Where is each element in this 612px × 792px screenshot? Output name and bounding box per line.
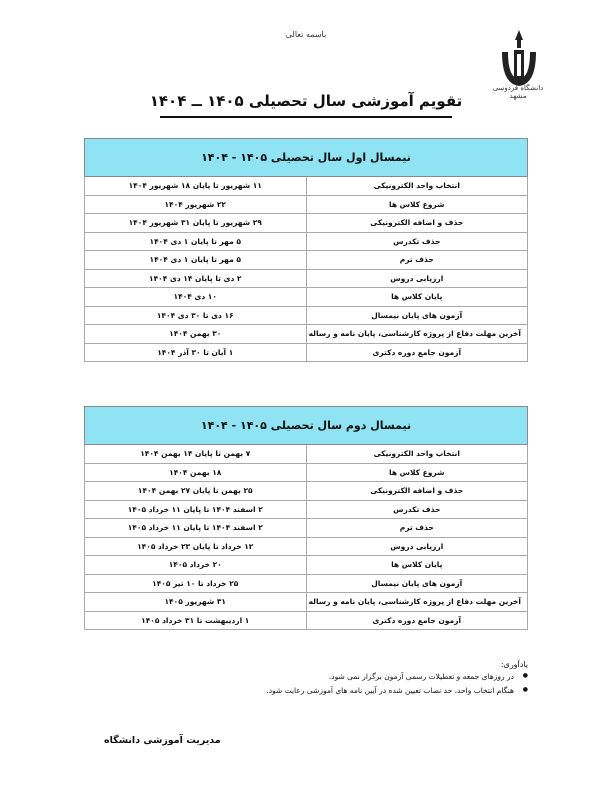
event-cell: آزمون های پایان نیمسال [306,574,528,593]
date-cell: ۲۲ شهریور ۱۴۰۴ [85,195,307,214]
event-cell: آزمون های پایان نیمسال [306,306,528,325]
date-cell: ۲۹ شهریور تا پایان ۳۱ شهریور ۱۴۰۴ [85,214,307,233]
event-cell: آزمون جامع دوره دکتری [306,343,528,362]
date-cell: ۳۱ شهریور ۱۴۰۵ [85,593,307,612]
event-cell: حذف ترم [306,251,528,270]
date-cell: ۱۱ شهریور تا پایان ۱۸ شهریور ۱۴۰۴ [85,177,307,196]
table-row [85,500,528,519]
event-cell: آزمون جامع دوره دکتری [306,611,528,630]
date-cell: ۳۰ بهمن ۱۴۰۴ [85,325,307,344]
date-cell: ۵ مهر تا پایان ۱ دی ۱۴۰۴ [85,251,307,270]
date-cell: ۱۶ دی تا ۳۰ دی ۱۴۰۴ [85,306,307,325]
event-cell: شروع کلاس ها [306,463,528,482]
notes-title: یادآوری: [500,660,528,669]
table-row [85,445,528,464]
table-row [85,288,528,307]
notes-list [94,672,528,700]
semester2-rows [85,445,528,630]
event-cell: پایان کلاس ها [306,288,528,307]
date-cell: ۲ اسفند ۱۴۰۴ تا پایان ۱۱ خرداد ۱۴۰۵ [85,500,307,519]
date-cell: ۲۰ خرداد ۱۴۰۵ [85,556,307,575]
event-cell: ارزیابی دروس [306,269,528,288]
semester2-table [84,406,528,630]
event-cell: پایان کلاس ها [306,556,528,575]
table-row [85,177,528,196]
title-underline [160,116,452,118]
logo-caption: دانشگاه فردوسی مشهد [492,84,544,100]
table-row [85,463,528,482]
event-cell: آخرین مهلت دفاع از پروژه کارشناسی، پایان نامه و رساله [306,593,528,612]
event-cell: ارزیابی دروس [306,537,528,556]
table-row [85,593,528,612]
table-row [85,537,528,556]
date-cell: ۷ بهمن تا پایان ۱۴ بهمن ۱۴۰۴ [85,445,307,464]
page-title: تقویم آموزشی سال تحصیلی ۱۴۰۵ ــ ۱۴۰۴ [149,92,463,110]
event-cell: شروع کلاس ها [306,195,528,214]
table-row [85,251,528,270]
date-cell: ۲ دی تا پایان ۱۴ دی ۱۴۰۴ [85,269,307,288]
semester2-heading: نیمسال دوم سال تحصیلی ۱۴۰۵ - ۱۴۰۴ [85,407,528,445]
note-item: ● در روزهای جمعه و تعطیلات رسمی آزمون برگزار نمی شود. [94,672,514,681]
table-row [85,306,528,325]
date-cell: ۲۵ بهمن تا پایان ۲۷ بهمن ۱۴۰۴ [85,482,307,501]
event-cell: حذف تکدرس [306,232,528,251]
table-row [85,519,528,538]
table-row [85,574,528,593]
date-cell: ۱ اردیبهشت تا ۳۱ خرداد ۱۴۰۵ [85,611,307,630]
event-cell: حذف تکدرس [306,500,528,519]
date-cell: ۲۵ خرداد تا ۱۰ تیر ۱۴۰۵ [85,574,307,593]
semester1-rows [85,177,528,362]
table-row [85,195,528,214]
date-cell: ۲ اسفند ۱۴۰۴ تا پایان ۱۱ خرداد ۱۴۰۵ [85,519,307,538]
event-cell: حذف و اضافه الکترونیکی [306,214,528,233]
event-cell: آخرین مهلت دفاع از پروژه کارشناسی، پایان نامه و رساله [306,325,528,344]
event-cell: حذف و اضافه الکترونیکی [306,482,528,501]
event-cell: انتخاب واحد الکترونیکی [306,445,528,464]
table-row [85,325,528,344]
semester1-heading: نیمسال اول سال تحصیلی ۱۴۰۵ - ۱۴۰۴ [85,139,528,177]
table-row [85,482,528,501]
note-item: ● هنگام انتخاب واحد، حد نصاب تعیین شده در آیین نامه های آموزشی رعایت شود. [94,686,514,695]
semester1-table [84,138,528,362]
table-row [85,232,528,251]
date-cell: ۵ مهر تا پایان ۱ دی ۱۴۰۴ [85,232,307,251]
table-row [85,343,528,362]
table-row [85,611,528,630]
table-row [85,269,528,288]
event-cell: حذف ترم [306,519,528,538]
date-cell: ۱۲ خرداد تا پایان ۲۳ خرداد ۱۴۰۵ [85,537,307,556]
signature: مدیریت آموزشی دانشگاه [104,735,221,746]
invocation-text: باسمه تعالی [285,30,327,39]
table-row [85,556,528,575]
date-cell: ۱ آبان تا ۳۰ آذر ۱۴۰۴ [85,343,307,362]
date-cell: ۱۸ بهمن ۱۴۰۴ [85,463,307,482]
event-cell: انتخاب واحد الکترونیکی [306,177,528,196]
date-cell: ۱۰ دی ۱۴۰۴ [85,288,307,307]
table-row [85,214,528,233]
